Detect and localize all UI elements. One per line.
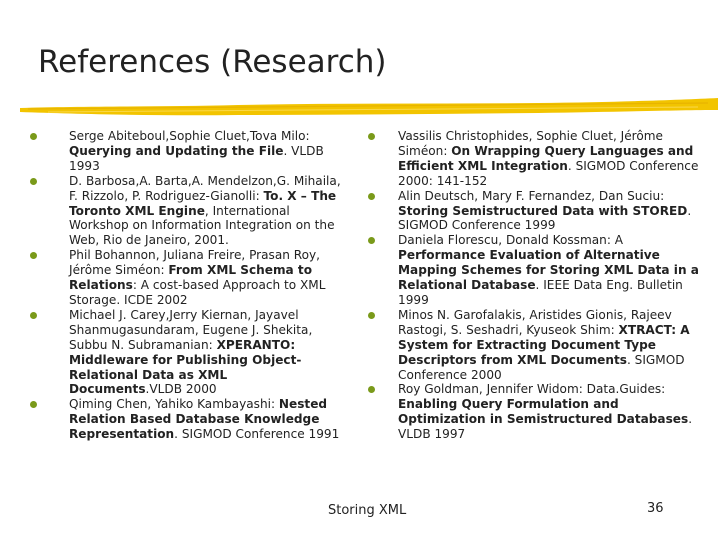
ref-venue: . SIGMOD Conference 2000 bbox=[398, 352, 685, 382]
ref-venue: . VLDB 1997 bbox=[398, 412, 693, 442]
bullet-icon bbox=[30, 252, 37, 259]
right-references-column bbox=[360, 129, 710, 442]
bullet-icon bbox=[368, 193, 375, 200]
reference-item bbox=[24, 129, 342, 174]
ref-venue: , International Workshop on Information Integration on the Web, Rio de Janeiro, 2001. bbox=[69, 203, 335, 248]
ref-venue: . SIGMOD Conference 2000: 141-152 bbox=[398, 158, 699, 188]
reference-item bbox=[360, 129, 710, 189]
ref-authors: Michael J. Carey,Jerry Kiernan, Jayavel Shanmugasundaram, Eugene J. Shekita, Subbu N. Subramanian: bbox=[69, 307, 313, 352]
left-references-column bbox=[24, 129, 342, 442]
ref-venue: . VLDB 1993 bbox=[69, 143, 324, 173]
ref-title: Querying and Updating the File bbox=[69, 143, 284, 158]
ref-title: XTRACT: A System for Extracting Document Type Descriptors from XML Documents bbox=[398, 322, 690, 367]
ref-title: Nested Relation Based Database Knowledge Representation bbox=[69, 397, 328, 442]
reference-item bbox=[24, 397, 342, 442]
ref-title: From XML Schema to Relations bbox=[69, 263, 313, 293]
ref-authors: Vassilis Christophides, Sophie Cluet, Jérôme Siméon: bbox=[398, 129, 663, 158]
bullet-icon bbox=[30, 312, 37, 319]
title-underline-brushstroke bbox=[18, 88, 720, 122]
reference-item bbox=[24, 174, 342, 249]
ref-authors: Phil Bohannon, Juliana Freire, Prasan Roy, Jérôme Siméon: bbox=[69, 248, 321, 278]
ref-title: To. X – The Toronto XML Engine bbox=[69, 188, 337, 218]
ref-title: Performance Evaluation of Alternative Mapping Schemes for Storing XML Data in a Relational Database bbox=[398, 248, 699, 293]
ref-title: Enabling Query Formulation and Optimization in Semistructured Databases bbox=[398, 397, 689, 427]
ref-authors: Alin Deutsch, Mary F. Fernandez, Dan Suciu: bbox=[398, 188, 665, 203]
bullet-icon bbox=[368, 386, 375, 393]
slide-footer: Storing XML bbox=[328, 503, 407, 518]
ref-venue: : A cost-based Approach to XML Storage. ICDE 2002 bbox=[69, 278, 326, 307]
page-number: 36 bbox=[647, 501, 664, 516]
bullet-icon bbox=[30, 401, 37, 408]
reference-item bbox=[24, 308, 342, 397]
bullet-icon bbox=[30, 178, 37, 185]
ref-venue: .VLDB 2000 bbox=[145, 382, 217, 397]
ref-authors: D. Barbosa,A. Barta,A. Mendelzon,G. Mihaila, F. Rizzolo, P. Rodriguez-Gianolli: bbox=[69, 173, 341, 203]
brushstroke-fill bbox=[20, 98, 718, 115]
reference-item bbox=[360, 233, 710, 308]
ref-authors: Daniela Florescu, Donald Kossman: A bbox=[398, 233, 624, 248]
ref-authors: Serge Abiteboul,Sophie Cluet,Tova Milo: bbox=[69, 129, 310, 143]
ref-title: Storing Semistructured Data with STORED bbox=[398, 203, 688, 218]
reference-item bbox=[360, 189, 710, 234]
bullet-icon bbox=[368, 312, 375, 319]
ref-authors: Qiming Chen, Yahiko Kambayashi: bbox=[69, 397, 279, 412]
ref-title: On Wrapping Query Languages and Efficient XML Integration bbox=[398, 143, 694, 173]
ref-venue: . SIGMOD Conference 1999 bbox=[398, 203, 692, 233]
reference-item bbox=[360, 308, 710, 383]
ref-title: XPERANTO: Middleware for Publishing Object-Relational Data as XML Documents bbox=[69, 337, 302, 397]
ref-venue: . SIGMOD Conference 1991 bbox=[174, 427, 340, 442]
reference-item bbox=[360, 382, 710, 442]
ref-authors: Roy Goldman, Jennifer Widom: Data.Guides: bbox=[398, 382, 666, 397]
bullet-icon bbox=[368, 237, 375, 244]
ref-authors: Minos N. Garofalakis, Aristides Gionis, Rajeev Rastogi, S. Seshadri, Kyuseok Shim: bbox=[398, 307, 672, 337]
bullet-icon bbox=[30, 133, 37, 140]
reference-item bbox=[24, 248, 342, 308]
slide-title: References (Research) bbox=[38, 44, 387, 80]
bullet-icon bbox=[368, 133, 375, 140]
ref-venue: . IEEE Data Eng. Bulletin 1999 bbox=[398, 278, 683, 307]
